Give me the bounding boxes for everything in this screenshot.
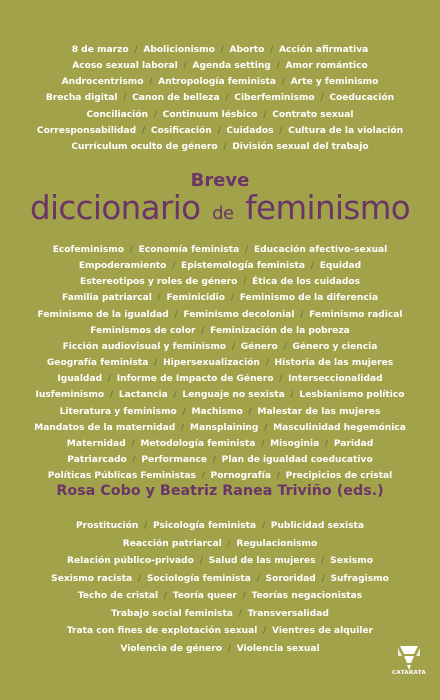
term-separator: / <box>123 245 139 255</box>
title-breve: Breve <box>190 170 250 191</box>
glossary-term: Agenda setting <box>192 61 271 72</box>
glossary-term: Feminización de la pobreza <box>210 325 350 336</box>
glossary-term: Ética de los cuidados <box>252 277 361 288</box>
term-line <box>14 518 426 536</box>
glossary-term: Antropología feminista <box>158 77 276 88</box>
glossary-term: Regulacionismo <box>236 538 318 549</box>
term-separator: / <box>176 406 192 417</box>
term-line <box>14 42 426 58</box>
term-separator: / <box>275 77 291 88</box>
term-separator: / <box>125 438 141 449</box>
term-separator: / <box>158 591 173 601</box>
term-separator: / <box>148 358 164 369</box>
glossary-term: Machismo <box>191 406 243 417</box>
term-separator: / <box>136 125 151 136</box>
term-line <box>14 436 426 452</box>
glossary-term: Acción afirmativa <box>278 45 369 55</box>
term-separator: / <box>193 556 209 566</box>
term-separator: / <box>167 390 183 401</box>
glossary-term: 8 de marzo <box>71 45 129 55</box>
term-line <box>14 339 426 355</box>
term-line <box>14 536 426 554</box>
glossary-term: Equidad <box>319 261 362 272</box>
glossary-term: Misoginia <box>270 438 320 449</box>
glossary-term: Feminicidio <box>166 293 226 304</box>
term-line <box>14 290 426 306</box>
term-line <box>14 307 426 323</box>
glossary-term: Género y ciencia <box>292 341 378 352</box>
glossary-term: Feminismo radical <box>309 309 403 320</box>
term-separator: / <box>259 358 275 369</box>
term-line <box>14 468 426 484</box>
term-line <box>14 623 426 641</box>
glossary-term: Techo de cristal <box>77 591 159 601</box>
glossary-term: Lesbianismo político <box>299 390 405 401</box>
term-separator: / <box>126 455 142 466</box>
glossary-term: Aborto <box>229 45 265 55</box>
glossary-term: Amor romántico <box>285 61 368 72</box>
glossary-term: Mandatos de la maternidad <box>34 422 176 433</box>
glossary-term: Androcentrismo <box>61 77 144 88</box>
glossary-term: Estereotipos y roles de género <box>79 277 238 288</box>
glossary-term: Abolicionismo <box>143 45 215 55</box>
term-separator: / <box>273 125 289 136</box>
glossary-term: Ficción audiovisual y feminismo <box>62 341 227 352</box>
glossary-term: Sexismo <box>330 556 373 566</box>
term-line <box>14 452 426 468</box>
term-separator: / <box>284 390 300 401</box>
glossary-term: Maternidad <box>66 438 126 449</box>
term-separator: / <box>256 521 271 531</box>
term-separator: / <box>255 438 271 449</box>
term-line <box>14 242 426 258</box>
glossary-term: Plan de igualdad coeducativo <box>221 455 373 466</box>
glossary-term: Feminismo de la diferencia <box>239 293 378 304</box>
term-separator: / <box>270 61 286 72</box>
term-line <box>14 58 426 74</box>
term-separator: / <box>211 125 227 136</box>
term-separator: / <box>219 93 235 104</box>
glossary-term: Coeducación <box>329 93 395 104</box>
term-line <box>14 588 426 606</box>
term-separator: / <box>166 261 182 272</box>
glossary-term: Violencia de género <box>120 643 223 654</box>
term-separator: / <box>258 422 274 433</box>
term-separator: / <box>242 406 258 417</box>
top-terms-list <box>14 42 426 155</box>
term-line <box>14 641 426 659</box>
glossary-term: Familia patriarcal <box>62 293 152 304</box>
catarata-logo-icon <box>396 636 422 686</box>
bottom-terms-list <box>14 518 426 658</box>
glossary-term: Contrato sexual <box>272 109 354 120</box>
glossary-term: Psicología feminista <box>152 521 257 531</box>
glossary-term: Feminismos de color <box>90 325 196 336</box>
term-separator: / <box>168 309 184 320</box>
glossary-term: Malestar de las mujeres <box>257 406 381 417</box>
glossary-term: Continuum lésbico <box>162 109 258 120</box>
term-separator: / <box>314 93 330 104</box>
glossary-term: Publicidad sexista <box>270 521 364 531</box>
glossary-term: Empoderamiento <box>78 261 167 272</box>
glossary-term: Mansplaining <box>189 422 259 433</box>
glossary-term: Geografía feminista <box>46 358 149 369</box>
publisher-name: CATARATA <box>391 670 427 676</box>
term-separator: / <box>277 341 293 352</box>
term-separator: / <box>221 538 237 549</box>
glossary-term: Pornografía <box>210 471 272 482</box>
term-line <box>14 371 426 387</box>
term-separator: / <box>207 455 222 466</box>
glossary-term: Hipersexualización <box>163 358 260 369</box>
term-separator: / <box>175 422 190 433</box>
glossary-term: Lenguaje no sexista <box>182 390 285 401</box>
glossary-term: Ecofeminismo <box>52 245 124 255</box>
glossary-term: Trata con fines de explotación sexual <box>66 626 258 636</box>
glossary-term: Violencia sexual <box>236 643 320 654</box>
term-separator: / <box>177 61 193 72</box>
glossary-term: Igualdad <box>57 374 103 385</box>
term-separator: / <box>315 573 331 584</box>
term-line <box>14 274 426 290</box>
glossary-term: Vientres de alquiler <box>271 626 374 636</box>
glossary-term: Historia de las mujeres <box>274 358 394 369</box>
glossary-term: Metodología feminista <box>140 438 256 449</box>
glossary-term: Ciberfeminismo <box>234 93 315 104</box>
glossary-term: Transversalidad <box>247 608 329 619</box>
glossary-term: Cuidados <box>226 125 274 136</box>
glossary-term: Corresponsabilidad <box>36 125 137 136</box>
book-title <box>0 189 440 227</box>
term-line <box>14 355 426 371</box>
term-separator: / <box>239 245 254 255</box>
term-separator: / <box>214 45 230 55</box>
term-separator: / <box>226 341 241 352</box>
term-separator: / <box>217 141 233 152</box>
glossary-term: Cosificación <box>150 125 212 136</box>
glossary-term: Sexismo racista <box>51 573 133 584</box>
glossary-term: Patriarcado <box>67 455 127 466</box>
term-line <box>14 387 426 403</box>
title-word-de: de <box>212 203 234 224</box>
glossary-term: Conciliación <box>86 109 149 120</box>
term-separator: / <box>222 643 237 654</box>
glossary-term: Arte y feminismo <box>290 77 379 88</box>
term-separator: / <box>236 591 252 601</box>
term-separator: / <box>315 556 331 566</box>
glossary-term: Epistemología feminista <box>181 261 306 272</box>
glossary-term: Salud de las mujeres <box>208 556 316 566</box>
term-separator: / <box>273 374 289 385</box>
term-separator: / <box>195 325 211 336</box>
glossary-term: Precipicios de cristal <box>285 471 393 482</box>
term-line <box>14 571 426 589</box>
glossary-term: Masculinidad hegemónica <box>273 422 406 433</box>
glossary-term: Feminismo decolonial <box>183 309 295 320</box>
glossary-term: Teoría queer <box>172 591 237 601</box>
glossary-term: Reacción patriarcal <box>122 538 222 549</box>
glossary-term: Educación afectivo-sexual <box>253 245 388 255</box>
glossary-term: Prostitución <box>76 521 139 531</box>
term-line <box>14 123 426 139</box>
glossary-term: Paridad <box>333 438 374 449</box>
term-separator: / <box>151 293 167 304</box>
title-word-diccionario: diccionario <box>29 189 201 227</box>
term-separator: / <box>102 374 117 385</box>
glossary-term: Políticas Públicas Feministas <box>47 471 196 482</box>
term-separator: / <box>319 438 334 449</box>
term-separator: / <box>232 608 248 619</box>
term-separator: / <box>143 77 159 88</box>
term-line <box>14 404 426 420</box>
glossary-term: Relación público-privado <box>67 556 194 566</box>
glossary-term: Género <box>240 341 278 352</box>
term-separator: / <box>257 626 272 636</box>
term-line <box>14 606 426 624</box>
middle-terms-list <box>14 242 426 484</box>
term-separator: / <box>257 109 273 120</box>
term-separator: / <box>305 261 320 272</box>
glossary-term: Canon de belleza <box>132 93 220 104</box>
term-separator: / <box>225 293 240 304</box>
glossary-term: Informe de Impacto de Género <box>116 374 274 385</box>
term-line <box>14 90 426 106</box>
term-line <box>14 139 426 155</box>
term-separator: / <box>271 471 286 482</box>
glossary-term: Teorías negacionistas <box>251 591 363 601</box>
term-separator: / <box>250 573 266 584</box>
term-separator: / <box>148 109 163 120</box>
glossary-term: Sufragismo <box>330 573 389 584</box>
glossary-term: Brecha digital <box>45 93 118 104</box>
glossary-term: Acoso sexual laboral <box>72 61 178 72</box>
term-separator: / <box>104 390 119 401</box>
glossary-term: Literatura y feminismo <box>59 406 177 417</box>
term-line <box>14 323 426 339</box>
term-separator: / <box>138 521 153 531</box>
glossary-term: Iusfeminismo <box>35 390 105 401</box>
term-line <box>14 258 426 274</box>
term-line <box>14 107 426 123</box>
glossary-term: Trabajo social feminista <box>111 608 233 619</box>
authors: Rosa Cobo y Beatriz Ranea Triviño (eds.) <box>56 483 384 499</box>
glossary-term: Lactancia <box>118 390 168 401</box>
term-separator: / <box>117 93 133 104</box>
term-separator: / <box>264 45 279 55</box>
term-line <box>14 553 426 571</box>
glossary-term: División sexual del trabajo <box>232 141 369 152</box>
glossary-term: Cultura de la violación <box>288 125 404 136</box>
glossary-term: Sororidad <box>265 573 316 584</box>
title-word-feminismo: feminismo <box>245 189 411 227</box>
term-separator: / <box>195 471 211 482</box>
glossary-term: Sociología feminista <box>146 573 251 584</box>
term-separator: / <box>294 309 310 320</box>
glossary-term: Economía feminista <box>138 245 240 255</box>
glossary-term: Performance <box>141 455 208 466</box>
term-line <box>14 74 426 90</box>
term-separator: / <box>128 45 144 55</box>
glossary-term: Feminismo de la igualdad <box>37 309 169 320</box>
term-separator: / <box>237 277 253 288</box>
glossary-term: Currículum oculto de género <box>71 141 218 152</box>
term-line <box>14 420 426 436</box>
glossary-term: Interseccionalidad <box>288 374 383 385</box>
term-separator: / <box>132 573 147 584</box>
